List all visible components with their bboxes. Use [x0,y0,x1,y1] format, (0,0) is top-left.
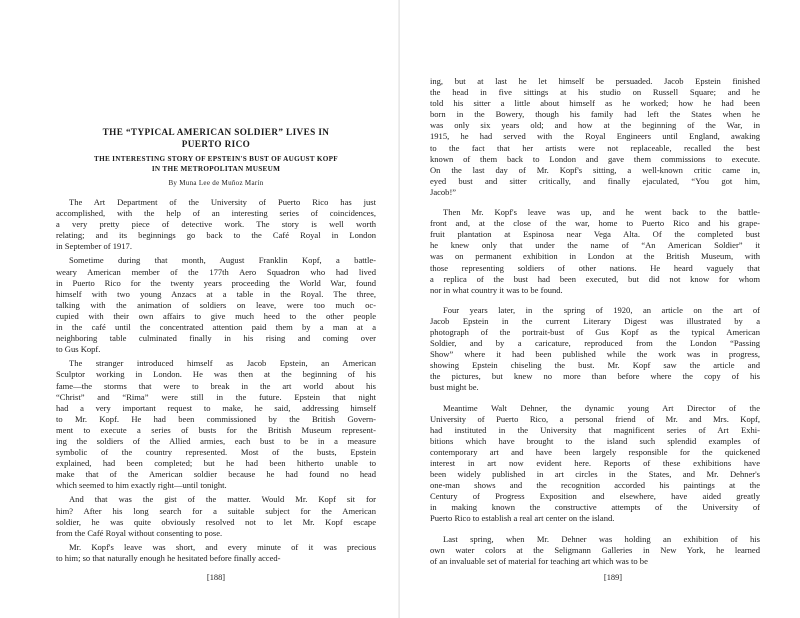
text-line: And that was the gist of the matter. Would Mr. Kopf sit for [69,494,376,505]
text-line: showing Epstein chiseling the bust. Mr. Kopf saw the article and [430,360,760,371]
text-line: cupied with their own affairs to give much heed to the other people [56,310,376,321]
text-line: him? After his long search for a suitable subject for the American [56,505,376,516]
text-line: in Puerto Rico for the twenty years proceeding the World War, found [56,277,376,288]
text-line: born in the Bowery, though his family had left the States when he [430,109,760,120]
text-line: Sometime during that month, August Franklin Kopf, a battle- [69,255,376,266]
article-title [56,126,376,150]
text-line: the pictures, but knew no more than before where the copy of his [430,371,760,382]
text-line: Jacob Epstein in the current Literary Digest was illustrated by a [430,315,760,326]
text-line: explained, had been completed; but he had been hitherto unable to [56,458,376,469]
text-line: Soldier, and by a caricature, reproduced from the London “Passing [430,338,760,349]
text-line: make that of the American soldier because he had found no head [56,469,376,480]
text-line: himself with two young Anzacs at a table in the Royal. The three, [56,288,376,299]
article-subtitle [56,154,376,174]
text-line: had a very important request to make, he said, addressing himself [56,402,376,413]
text-line: photograph of the portrait-bust of Gus Kopf as the typical American [430,326,760,337]
text-line: Sculptor working in London. He was then at the beginning of his [56,369,376,380]
text-line: talking with the animation of soldiers on leave, were too much oc- [56,299,376,310]
text-line: in September of 1917. [56,241,132,252]
text-line: bust might be. [430,382,479,393]
text-line: contemporary art and have been largely responsible for the quickened [430,446,760,457]
text-line: ing the soldiers of the Allied armies, each bust to be in a measure [56,435,376,446]
text-line: a very pretty piece of detective work. The story is well worth [56,219,376,230]
text-line: to the fact that her artists were not replaceable, recalled the best [430,142,760,153]
text-line: Four years later, in the spring of 1920, an article on the art of [443,304,760,315]
text-line: On the last day of Mr. Kopf's sitting, a well-known critic came in, [430,164,760,175]
paragraph [430,305,760,394]
text-line: fame—the storms that were to break in the art world about his [56,380,376,391]
text-line: Show” where it had been published while the work was in progress, [430,349,760,360]
right-page [400,0,800,618]
text-line: weary American member of the 177th Aero Squadron who had lived [56,266,376,277]
text-line: to Gus Kopf. [56,344,101,355]
text-line: told his sitter a little about himself as he worked; how he had been [430,98,760,109]
text-line: ing, but at last he let himself be persuaded. Jacob Epstein finished [430,76,760,86]
text-line: “Christ” and “Rima” were still in the future. Epstein that night [56,391,376,402]
text-line: neighboring table culminated finally in his rising and coming over [56,333,376,344]
paragraph [430,207,760,296]
paragraph [56,494,376,538]
paragraph [430,76,760,198]
text-line: front and, at the close of the war, home to Puerto Rico and his grape- [430,218,760,229]
paragraph [56,542,376,564]
text-line: known of them back to London and gave them commissions to execute. [430,153,760,164]
text-line: Jacob!” [430,186,457,197]
text-line: been widely published in art circles in the States, and Mr. Dehner's [430,469,760,480]
text-line: to Mr. Kopf. He had been commissioned by the British Govern- [56,413,376,424]
paragraph [56,358,376,491]
text-line: the head in five sittings at his studio on Russell Square; and he [430,87,760,98]
text-line: The stranger introduced himself as Jacob Epstein, an American [69,358,376,369]
text-line: University of Puerto Rico, a personal friend of Mr. and Mrs. Kopf, [430,413,760,424]
text-line: of an invaluable set of material for teaching art which was to be [430,555,648,566]
text-line: Century of Progress Exposition and elsewhere, have aided greatly [430,491,760,502]
text-line: to him; so that naturally enough he hesitated before finally acced- [56,552,281,563]
text-line: he knew only that under the name of “An American Soldier” it [430,240,760,251]
paragraph [430,534,760,567]
text-line: was only six years old; and how at the beginning of the War, in [430,120,760,131]
text-line: bitions which have brought to the island such splendid examples of [430,435,760,446]
text-line: in the café until the concentrated attention paid them by a man at a [56,322,376,333]
text-line: Meantime Walt Dehner, the dynamic young Art Director of the [443,402,760,413]
text-line: one-man shows and the recognition accorded his paintings at the [430,480,760,491]
text-line: fruit plantation at Espinosa near Vega Alta. Of the completed bust [430,229,760,240]
text-line: The Art Department of the University of Puerto Rico has just [69,197,376,207]
article-title-line-1: THE “TYPICAL AMERICAN SOLDIER” LIVES IN [102,127,330,137]
text-line: Mr. Kopf's leave was short, and every minute of it was precious [69,541,376,552]
text-line: symbolic of the country represented. Most of the busts, Epstein [56,447,376,458]
page-number-left: [188] [206,573,226,582]
text-line: in making known the constructive attempts of the University of [430,502,760,513]
text-line: nor in what country it was to be found. [430,284,563,295]
article-subtitle-line-2: IN THE METROPOLITAN MUSEUM [151,165,281,173]
text-line: a replica of the bust had been executed, but did not know for whom [430,273,760,284]
text-line: Then Mr. Kopf's leave was up, and he went back to the battle- [443,207,760,218]
paragraph [56,255,376,355]
text-line: had instituted in the University that magnificent series of Art Exhi- [430,424,760,435]
text-line: 1915, he had served with the Royal Engineers until England, awaking [430,131,760,142]
byline: By Muna Lee de Muñoz Marín [168,179,264,187]
text-line: which seemed to him exactly right—until tonight. [56,480,227,491]
text-line: those representing soldiers of other nations. He heard vaguely that [430,262,760,273]
paragraph [430,403,760,525]
text-line: was on permanent exhibition in London at the British Museum, with [430,251,760,262]
article-subtitle-line-1: THE INTERESTING STORY OF EPSTEIN'S BUST OF AUGUST KOPF [93,155,338,163]
article-title-line-2: PUERTO RICO [181,139,251,149]
left-body-text [56,197,376,564]
text-line: interest in art now evident here. Reports of these exhibitions have [430,458,760,468]
text-line: own water colors at the Seligmann Galleries in New York, he learned [430,544,760,555]
paragraph [56,197,376,252]
text-line: from the Café Royal without consenting to pose. [56,527,223,538]
text-line: accomplished, with the help of an interesting series of coincidences, [56,208,376,219]
text-line: relating; and its beginnings go back to the Café Royal in London [56,230,376,241]
page-number-right: [189] [603,573,623,582]
text-line: ment to execute a series of busts for the British Museum represent- [56,424,376,435]
text-line: Puerto Rico to establish a real art center on the island. [430,513,615,524]
text-line: eyed bust and sitter critically, and finally ejaculated, “You got him, [430,175,760,186]
right-body-text [430,76,760,567]
text-line: soldier, he was quite obviously resolved not to let Mr. Kopf escape [56,516,376,527]
text-line: Last spring, when Mr. Dehner was holding an exhibition of his [443,533,760,544]
